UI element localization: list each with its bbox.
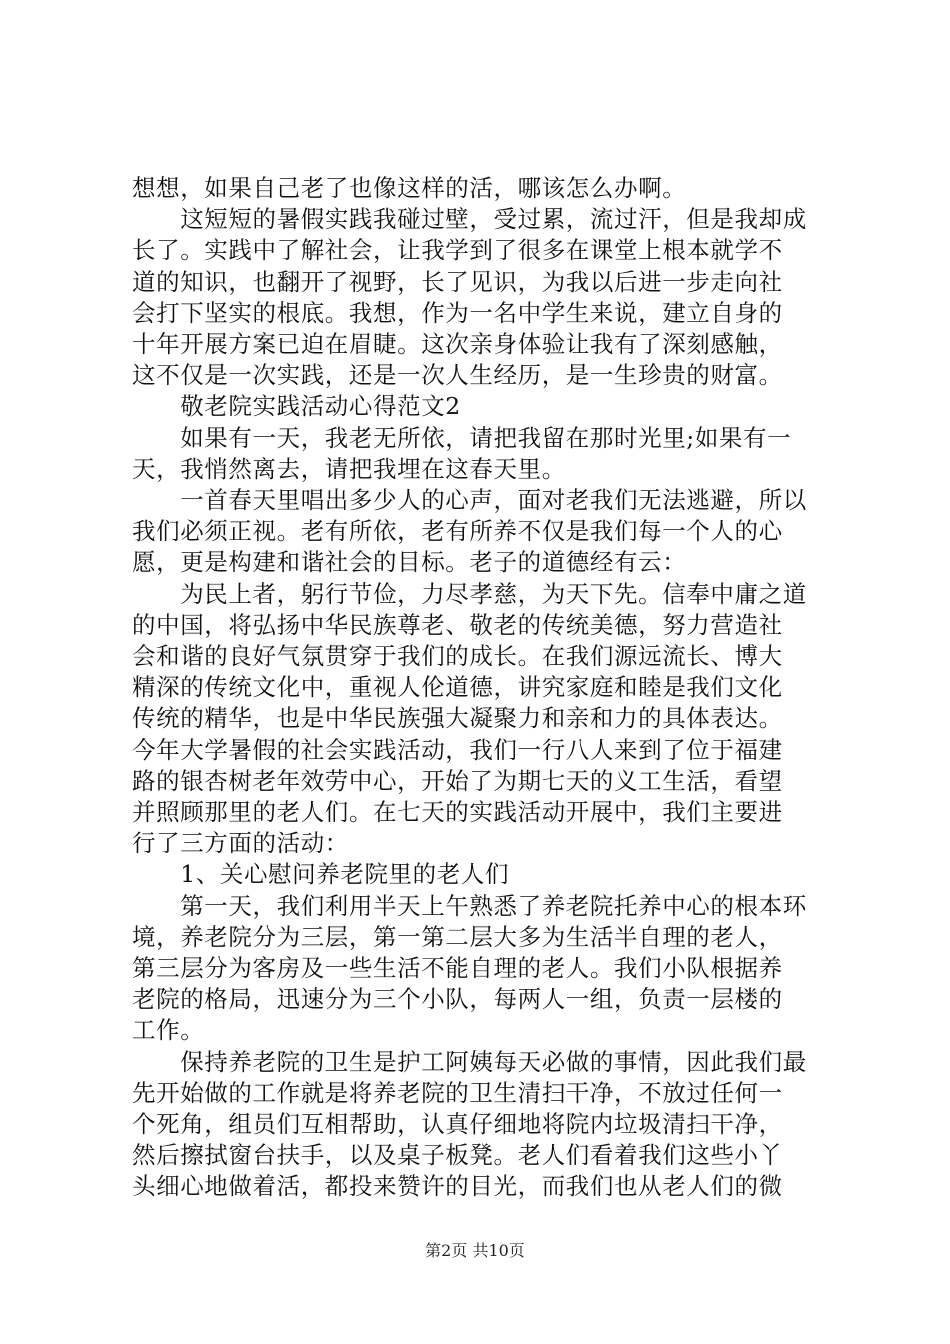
text-line: 为民上者，躬行节俭，力尽孝慈，为天下先。信奉中庸之道 xyxy=(132,579,807,608)
text-line: 会打下坚实的根底。我想，作为一名中学生来说，建立自身的 xyxy=(132,298,783,327)
text-line: 这不仅是一次实践，还是一次人生经历，是一生珍贵的财富。 xyxy=(132,361,783,390)
text-line: 的中国，将弘扬中华民族尊老、敬老的传统美德，努力营造社 xyxy=(132,610,783,639)
text-line: 先开始做的工作就是将养老院的卫生清扫干净，不放过任何一 xyxy=(132,1078,783,1107)
text-line: 然后擦拭窗台扶手，以及桌子板凳。老人们看着我们这些小丫 xyxy=(132,1141,783,1170)
text-line: 第三层分为客房及一些生活不能自理的老人。我们小队根据养 xyxy=(132,954,783,982)
text-line: 精深的传统文化中，重视人伦道德，讲究家庭和睦是我们文化 xyxy=(132,673,783,702)
text-line: 1、关心慰问养老院里的老人们 xyxy=(132,860,510,889)
text-line: 今年大学暑假的社会实践活动，我们一行八人来到了位于福建 xyxy=(132,735,783,764)
text-line: 传统的精华，也是中华民族强大凝聚力和亲和力的具体表达。 xyxy=(132,704,783,733)
text-line: 愿，更是构建和谐社会的目标。老子的道德经有云： xyxy=(132,548,687,577)
text-line: 天，我悄然离去，请把我埋在这春天里。 xyxy=(132,454,566,483)
text-line: 并照顾那里的老人们。在七天的实践活动开展中，我们主要进 xyxy=(132,798,783,826)
text-line: 头细心地做着活，都投来赞许的目光，而我们也从老人们的微 xyxy=(132,1172,783,1201)
text-line: 工作。 xyxy=(132,1016,205,1045)
text-line: 长了。实践中了解社会，让我学到了很多在课堂上根本就学不 xyxy=(132,236,783,265)
text-line: 第一天，我们利用半天上午熟悉了养老院托养中心的根本环 xyxy=(132,891,807,920)
text-line: 这短短的暑假实践我碰过壁，受过累，流过汗，但是我却成 xyxy=(132,205,807,234)
text-line: 境，养老院分为三层，第一第二层大多为生活半自理的老人， xyxy=(132,922,783,951)
text-line: 我们必须正视。老有所依，老有所养不仅是我们每一个人的心 xyxy=(132,517,783,546)
text-line: 道的知识，也翻开了视野，长了见识，为我以后进一步走向社 xyxy=(132,267,783,296)
text-line: 想想，如果自己老了也像这样的活，哪该怎么办啊。 xyxy=(132,174,687,202)
text-line: 一首春天里唱出多少人的心声，面对老我们无法逃避，所以 xyxy=(132,486,807,514)
text-line: 个死角，组员们互相帮助，认真仔细地将院内垃圾清扫干净， xyxy=(132,1110,783,1138)
text-line: 老院的格局，迅速分为三个小队，每两人一组，负责一层楼的 xyxy=(132,985,783,1014)
text-line: 路的银杏树老年效劳中心，开始了为期七天的义工生活，看望 xyxy=(132,766,783,795)
page-footer: 第2页 共10页 xyxy=(425,1241,525,1260)
text-line: 保持养老院的卫生是护工阿姨每天必做的事情，因此我们最 xyxy=(132,1047,807,1076)
text-line: 会和谐的良好气氛贯穿于我们的成长。在我们源远流长、博大 xyxy=(132,642,783,670)
text-line: 敬老院实践活动心得范文2 xyxy=(132,392,461,421)
text-line: 行了三方面的活动： xyxy=(132,829,349,858)
text-line: 十年开展方案已迫在眉睫。这次亲身体验让我有了深刻感触， xyxy=(132,330,783,358)
text-line: 如果有一天，我老无所依，请把我留在那时光里;如果有一 xyxy=(132,423,792,452)
